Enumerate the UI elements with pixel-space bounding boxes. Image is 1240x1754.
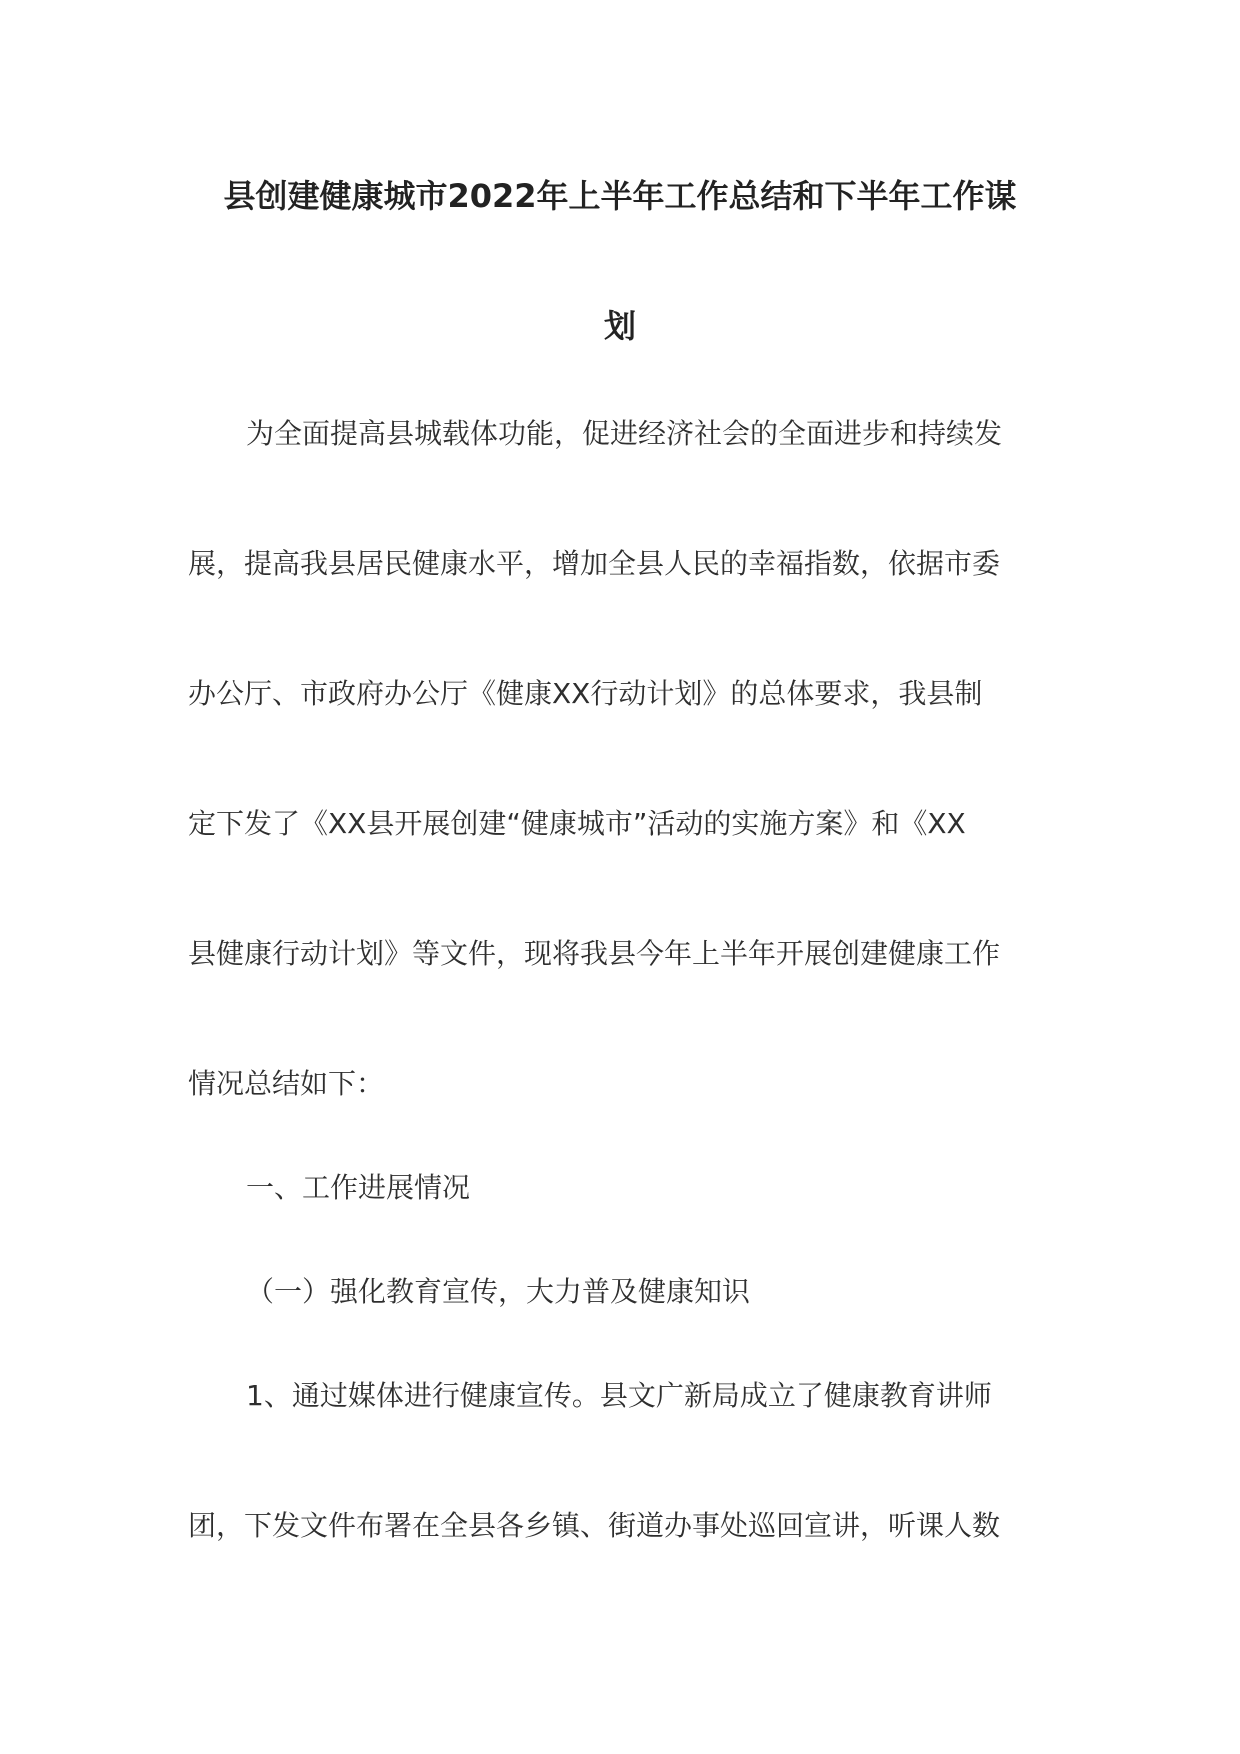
- paragraph-intro-line-5: 县健康行动计划》等文件，现将我县今年上半年开展创建健康工作: [188, 937, 1001, 970]
- section-heading-1: 一、工作进展情况: [246, 1171, 471, 1204]
- paragraph-item-1-line-1: 1、通过媒体进行健康宣传。县文广新局成立了健康教育讲师: [246, 1379, 992, 1412]
- paragraph-item-1-line-2: 团，下发文件布署在全县各乡镇、街道办事处巡回宣讲，听课人数: [188, 1509, 1001, 1542]
- document-title-line-1: 县创建健康城市2022年上半年工作总结和下半年工作谋: [223, 177, 1017, 215]
- subsection-heading-1: （一）强化教育宣传，大力普及健康知识: [246, 1275, 751, 1308]
- document-title-line-2: 划: [603, 307, 636, 345]
- paragraph-intro-line-1: 为全面提高县城载体功能，促进经济社会的全面进步和持续发: [246, 417, 1003, 450]
- paragraph-intro-line-6: 情况总结如下：: [188, 1067, 385, 1100]
- paragraph-intro-line-4: 定下发了《XX县开展创建“健康城市”活动的实施方案》和《XX: [188, 807, 966, 840]
- paragraph-intro-line-3: 办公厅、市政府办公厅《健康XX行动计划》的总体要求，我县制: [188, 677, 983, 710]
- paragraph-intro-line-2: 展，提高我县居民健康水平，增加全县人民的幸福指数，依据市委: [188, 547, 1001, 580]
